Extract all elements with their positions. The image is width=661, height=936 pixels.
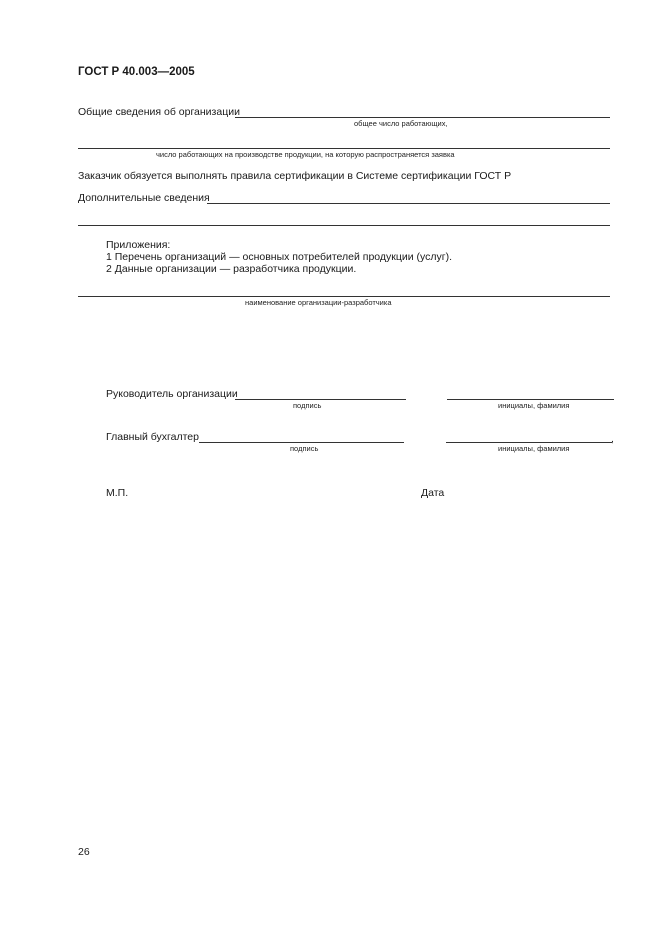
general-info-label: Общие сведения об организации bbox=[78, 106, 240, 118]
additional-info-line-2[interactable] bbox=[78, 225, 610, 226]
accountant-initials-caption: инициалы, фамилия bbox=[498, 444, 570, 453]
head-initials-line[interactable] bbox=[447, 399, 614, 400]
head-label: Руководитель организации bbox=[106, 388, 238, 400]
additional-info-label: Дополнительные сведения bbox=[78, 192, 210, 204]
accountant-signature-line[interactable] bbox=[199, 442, 404, 443]
attachment-item-2: 2 Данные организации — разработчика продукции. bbox=[106, 263, 357, 275]
attachment-item-1: 1 Перечень организаций — основных потребителей продукции (услуг). bbox=[106, 251, 453, 263]
head-initials-caption: инициалы, фамилия bbox=[498, 401, 570, 410]
trailing-comma: , bbox=[611, 433, 614, 445]
page-number: 26 bbox=[78, 846, 90, 858]
accountant-signature-caption: подпись bbox=[290, 444, 319, 453]
head-signature-line[interactable] bbox=[235, 399, 406, 400]
document-code-header: ГОСТ Р 40.003—2005 bbox=[78, 66, 195, 78]
developer-name-caption: наименование организации-разработчика bbox=[245, 298, 392, 307]
employees-caption: общее число работающих, bbox=[354, 119, 448, 128]
obligation-text: Заказчик обязуется выполнять правила сертификации в Системе сертификации ГОСТ Р bbox=[78, 170, 512, 182]
accountant-label: Главный бухгалтер bbox=[106, 431, 199, 443]
seal-label: М.П. bbox=[106, 487, 129, 499]
date-label: Дата bbox=[421, 487, 445, 499]
developer-name-line[interactable] bbox=[78, 296, 610, 297]
attachments-title: Приложения: bbox=[106, 239, 171, 251]
production-employees-line[interactable] bbox=[78, 148, 610, 149]
accountant-initials-line[interactable] bbox=[446, 442, 612, 443]
production-employees-caption: число работающих на производстве продукции, на которую распространяется заявка bbox=[156, 150, 455, 159]
general-info-line[interactable] bbox=[235, 117, 610, 118]
head-signature-caption: подпись bbox=[293, 401, 322, 410]
additional-info-line[interactable] bbox=[207, 203, 610, 204]
